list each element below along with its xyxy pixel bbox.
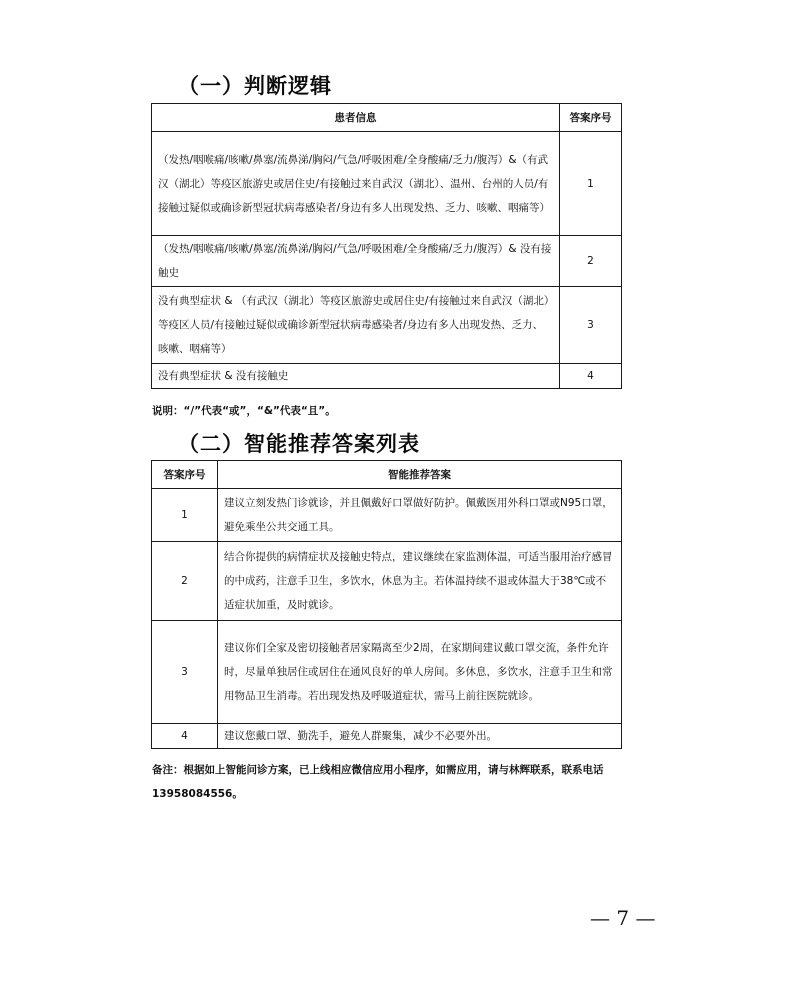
answer-number-cell: 3 [560,287,622,364]
table-row [152,132,622,236]
patient-info-cell: 没有典型症状 & 没有接触史 [152,364,560,389]
table-header-row [152,104,622,132]
answer-number-cell: 3 [152,621,218,724]
patient-info-cell: （发热/咽喉痛/咳嗽/鼻塞/流鼻涕/胸闷/气急/呼吸困难/全身酸痛/乏力/腹泻）&（有武汉（湖北）等疫区旅游史或居住史/有接触过来自武汉（湖北）、温州、台州的人员/有接触过疑似或确诊新型冠状病毒感染者/身边有多人出现发热、乏力、咳嗽、咽痛等） [152,132,560,236]
section1-title: （一）判断逻辑 [178,74,332,98]
recommended-answer-cell: 建议立刻发热门诊就诊，并且佩戴好口罩做好防护。佩戴医用外科口罩或N95口罩，避免乘坐公共交通工具。 [218,489,622,542]
recommended-answer-cell: 建议您戴口罩、勤洗手，避免人群聚集，减少不必要外出。 [218,724,622,749]
header-recommended-answer: 智能推荐答案 [218,461,622,489]
recommendation-table [151,460,622,749]
answer-number-cell: 4 [152,724,218,749]
answer-number-cell: 4 [560,364,622,389]
logic-table [151,103,622,389]
answer-number-cell: 1 [560,132,622,236]
remark-note: 备注：根据如上智能问诊方案，已上线相应微信应用小程序，如需应用，请与林辉联系，联系电话13958084556。 [152,764,604,800]
table-row [152,542,622,621]
patient-info-cell: 没有典型症状 & （有武汉（湖北）等疫区旅游史或居住史/有接触过来自武汉（湖北）等疫区人员/有接触过疑似或确诊新型冠状病毒感染者/身边有多人出现发热、乏力、咳嗽、咽痛等） [152,287,560,364]
answer-number-cell: 2 [560,236,622,287]
header-patient-info: 患者信息 [152,104,560,132]
section2-title: （二）智能推荐答案列表 [178,432,420,456]
table-header-row [152,461,622,489]
explanation-note: 说明：“/”代表“或”，“&”代表“且”。 [152,405,336,417]
answer-number-cell: 1 [152,489,218,542]
table-row [152,287,622,364]
table-row [152,489,622,542]
table-row [152,364,622,389]
header-answer-number: 答案序号 [560,104,622,132]
answer-number-cell: 2 [152,542,218,621]
page-number: — 7 — [590,906,656,930]
table-row [152,724,622,749]
recommended-answer-cell: 建议你们全家及密切接触者居家隔离至少2周，在家期间建议戴口罩交流，条件允许时，尽量单独居住或居住在通风良好的单人房间。多休息，多饮水，注意手卫生和常用物品卫生消毒。若出现发热及呼吸道症状，需马上前往医院就诊。 [218,621,622,724]
table-row [152,236,622,287]
table-row [152,621,622,724]
recommended-answer-cell: 结合你提供的病情症状及接触史特点，建议继续在家监测体温，可适当服用治疗感冒的中成药，注意手卫生，多饮水，休息为主。若体温持续不退或体温大于38℃或不适症状加重，及时就诊。 [218,542,622,621]
header-answer-number: 答案序号 [152,461,218,489]
patient-info-cell: （发热/咽喉痛/咳嗽/鼻塞/流鼻涕/胸闷/气急/呼吸困难/全身酸痛/乏力/腹泻）& 没有接触史 [152,236,560,287]
